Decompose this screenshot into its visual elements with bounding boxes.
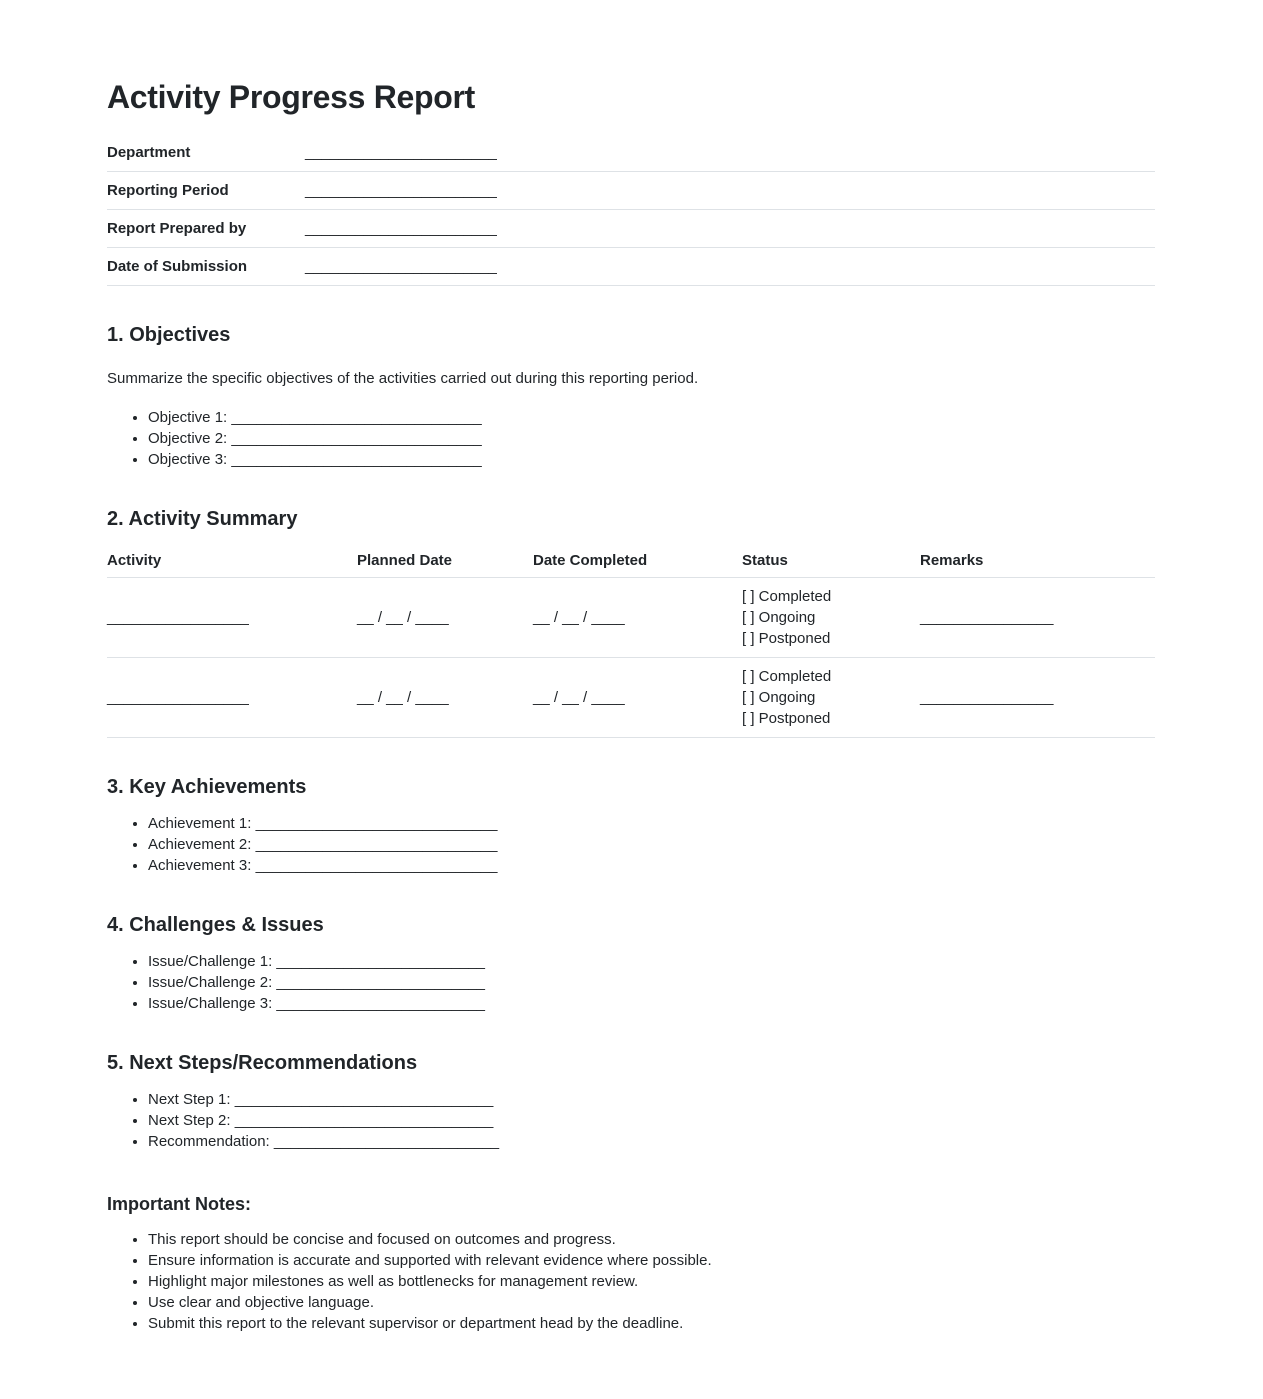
section-next-steps	[107, 1052, 1155, 1152]
table-row	[107, 658, 1155, 738]
achievement-3-blank-line[interactable]: _____________________________	[255, 857, 498, 875]
status-option-ongoing[interactable]: [ ] Ongoing	[742, 609, 816, 627]
next-step-2-label: Next Step 2:	[148, 1112, 231, 1130]
section-activity-summary	[107, 508, 1155, 738]
status-option-ongoing[interactable]: [ ] Ongoing	[742, 689, 816, 707]
reporting-period-field-label: Reporting Period	[107, 182, 229, 200]
objectives-description: Summarize the specific objectives of the activities carried out during this reporting period.	[107, 370, 699, 388]
date-completed-cell[interactable]: __ / __ / ____	[533, 658, 742, 738]
objective-item	[148, 428, 1155, 449]
field-row-date-of-submission	[107, 248, 1155, 286]
issue-1-label: Issue/Challenge 1:	[148, 953, 273, 971]
date-of-submission-field-label: Date of Submission	[107, 258, 248, 276]
important-notes-heading: Important Notes:	[107, 1194, 251, 1215]
remarks-blank-cell[interactable]: ________________	[920, 578, 1155, 658]
objective-2-label: Objective 2:	[148, 430, 228, 448]
note-item: • Submit this report to the relevant supervisor or department head by the deadline.	[148, 1313, 1155, 1334]
note-item: • Ensure information is accurate and supported with relevant evidence where possible.	[148, 1250, 1155, 1271]
activity-summary-heading: 2. Activity Summary	[107, 508, 298, 531]
issue-2-label: Issue/Challenge 2:	[148, 974, 273, 992]
achievement-item	[148, 855, 1155, 876]
date-completed-cell[interactable]: __ / __ / ____	[533, 578, 742, 658]
section-key-achievements	[107, 776, 1155, 876]
next-step-item	[148, 1110, 1155, 1131]
status-cell	[742, 578, 920, 658]
objective-item	[148, 449, 1155, 470]
recommendation-label: Recommendation:	[148, 1133, 270, 1151]
issue-1-blank-line[interactable]: _________________________	[276, 953, 485, 971]
next-step-item	[148, 1089, 1155, 1110]
department-field-label: Department	[107, 144, 191, 162]
activity-summary-table	[107, 552, 1155, 738]
planned-date-cell[interactable]: __ / __ / ____	[357, 658, 533, 738]
status-option-postponed[interactable]: [ ] Postponed	[742, 630, 831, 648]
key-achievements-list	[107, 813, 1155, 876]
status-cell	[742, 658, 920, 738]
objective-item	[148, 407, 1155, 428]
issue-item	[148, 972, 1155, 993]
achievement-2-blank-line[interactable]: _____________________________	[255, 836, 498, 854]
status-option-completed[interactable]: [ ] Completed	[742, 588, 832, 606]
report-prepared-by-field-label: Report Prepared by	[107, 220, 247, 238]
reporting-period-blank-line[interactable]: _______________________	[305, 182, 497, 200]
date-of-submission-blank-line[interactable]: _______________________	[305, 258, 497, 276]
next-step-2-blank-line[interactable]: _______________________________	[234, 1112, 494, 1130]
achievement-item	[148, 813, 1155, 834]
field-row-report-prepared-by	[107, 210, 1155, 248]
field-row-department	[107, 134, 1155, 172]
activity-blank-cell[interactable]: _________________	[107, 658, 357, 738]
status-option-completed[interactable]: [ ] Completed	[742, 668, 832, 686]
key-achievements-heading: 3. Key Achievements	[107, 776, 307, 799]
planned-date-cell[interactable]: __ / __ / ____	[357, 578, 533, 658]
column-header-date-completed: Date Completed	[533, 552, 742, 578]
objective-1-label: Objective 1:	[148, 409, 228, 427]
note-item: • This report should be concise and focused on outcomes and progress.	[148, 1229, 1155, 1250]
objectives-list	[107, 407, 1155, 470]
objective-1-blank-line[interactable]: ______________________________	[231, 409, 482, 427]
achievement-1-blank-line[interactable]: _____________________________	[255, 815, 498, 833]
next-steps-list	[107, 1089, 1155, 1152]
next-step-item	[148, 1131, 1155, 1152]
department-blank-line[interactable]: _______________________	[305, 144, 497, 162]
report-meta-fields	[107, 134, 1155, 286]
report-prepared-by-blank-line[interactable]: _______________________	[305, 220, 497, 238]
issue-item	[148, 951, 1155, 972]
section-challenges-issues	[107, 914, 1155, 1014]
recommendation-blank-line[interactable]: ___________________________	[273, 1133, 500, 1151]
status-option-postponed[interactable]: [ ] Postponed	[742, 710, 831, 728]
column-header-planned-date: Planned Date	[357, 552, 533, 578]
column-header-activity: Activity	[107, 552, 357, 578]
table-header-row	[107, 552, 1155, 578]
column-header-remarks: Remarks	[920, 552, 1155, 578]
challenges-issues-heading: 4. Challenges & Issues	[107, 914, 324, 937]
objective-3-blank-line[interactable]: ______________________________	[231, 451, 482, 469]
remarks-blank-cell[interactable]: ________________	[920, 658, 1155, 738]
issue-2-blank-line[interactable]: _________________________	[276, 974, 485, 992]
next-step-1-label: Next Step 1:	[148, 1091, 231, 1109]
next-steps-heading: 5. Next Steps/Recommendations	[107, 1052, 418, 1075]
issue-item	[148, 993, 1155, 1014]
important-notes-list	[107, 1229, 1155, 1334]
section-objectives	[107, 324, 1155, 470]
activity-blank-cell[interactable]: _________________	[107, 578, 357, 658]
achievement-1-label: Achievement 1:	[148, 815, 252, 833]
objective-3-label: Objective 3:	[148, 451, 228, 469]
column-header-status: Status	[742, 552, 920, 578]
section-important-notes	[107, 1194, 1155, 1334]
note-item: • Highlight major milestones as well as bottlenecks for management review.	[148, 1271, 1155, 1292]
next-step-1-blank-line[interactable]: _______________________________	[234, 1091, 494, 1109]
field-row-reporting-period	[107, 172, 1155, 210]
objectives-heading: 1. Objectives	[107, 324, 231, 347]
issue-3-label: Issue/Challenge 3:	[148, 995, 273, 1013]
table-row	[107, 578, 1155, 658]
achievement-item	[148, 834, 1155, 855]
challenges-issues-list	[107, 951, 1155, 1014]
page-title: Activity Progress Report	[107, 79, 476, 115]
achievement-3-label: Achievement 3:	[148, 857, 252, 875]
achievement-2-label: Achievement 2:	[148, 836, 252, 854]
note-item: • Use clear and objective language.	[148, 1292, 1155, 1313]
objective-2-blank-line[interactable]: ______________________________	[231, 430, 482, 448]
issue-3-blank-line[interactable]: _________________________	[276, 995, 485, 1013]
